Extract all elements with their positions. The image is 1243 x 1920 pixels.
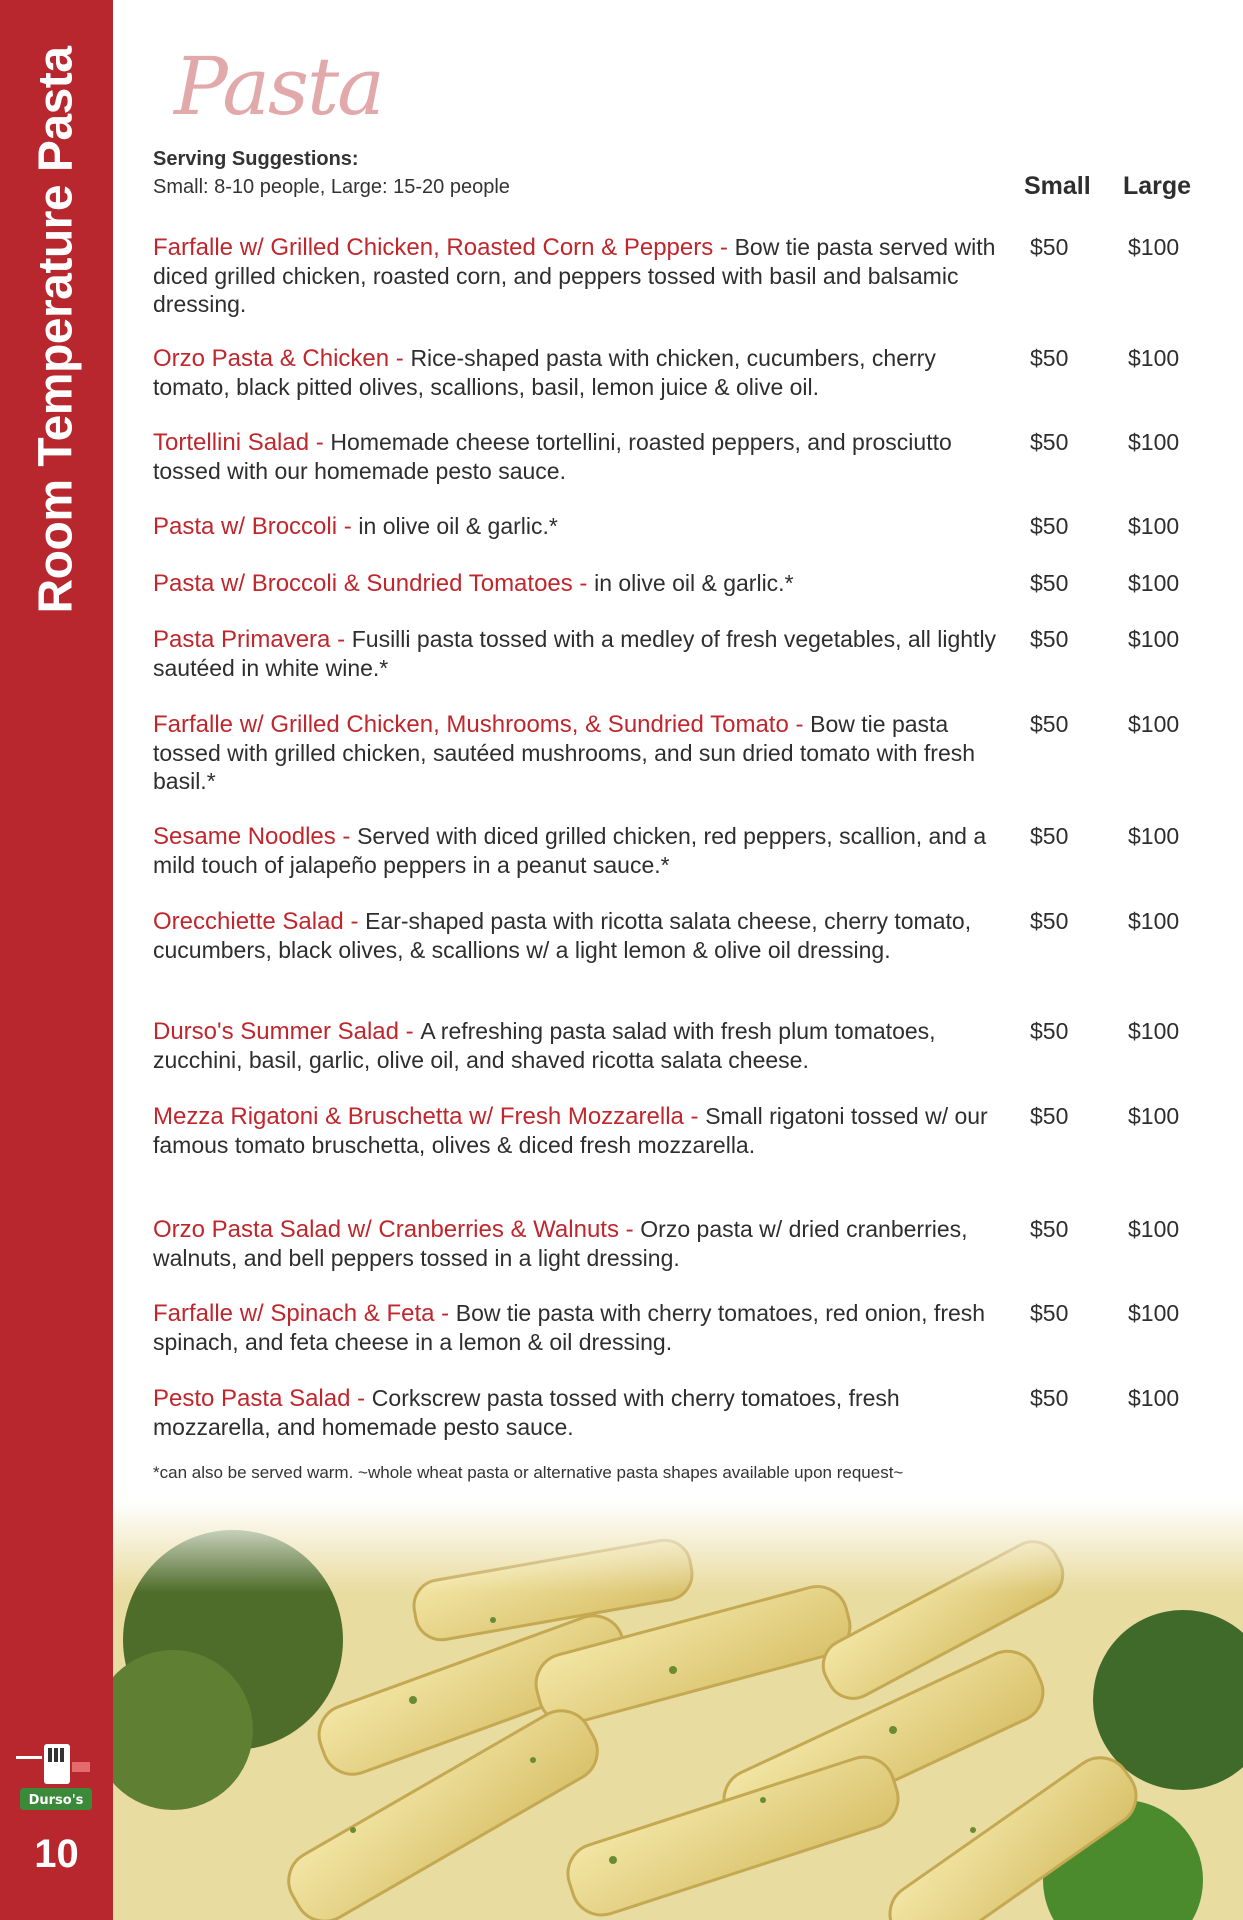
menu-item-name: Orzo Pasta Salad w/ Cranberries & Walnuts - (153, 1216, 641, 1243)
menu-item-description: Bow tie pasta tossed with grilled chicken, sautéed mushrooms, and sun dried tomato with fresh basil.* (153, 711, 976, 794)
price-large: $100 (1128, 1385, 1180, 1411)
price-large: $100 (1128, 626, 1180, 652)
menu-item-text (153, 1215, 999, 1272)
price-large: $100 (1128, 823, 1180, 849)
price-small: $50 (1030, 1300, 1069, 1326)
menu-item (153, 569, 1193, 598)
menu-item-description: Homemade cheese tortellini, roasted peppers, and prosciutto tossed with our homemade pesto sauce. (153, 429, 952, 484)
price-small: $50 (1030, 1216, 1069, 1242)
price-large: $100 (1128, 1018, 1180, 1044)
pasta-photo (113, 1500, 1243, 1920)
sidebar-title: Room Temperature Pasta (29, 46, 83, 614)
menu-item-description: in olive oil & garlic.* (594, 570, 794, 596)
menu-item-text (153, 344, 999, 401)
menu-item-name: Tortellini Salad - (153, 429, 331, 456)
price-large: $100 (1128, 1300, 1180, 1326)
menu-item-text (153, 907, 999, 964)
menu-item-text (153, 1017, 999, 1074)
menu-item-description: in olive oil & garlic.* (358, 513, 558, 539)
menu-item (153, 1384, 1193, 1441)
menu-item (153, 428, 1193, 485)
menu-item-name: Mezza Rigatoni & Bruschetta w/ Fresh Mozzarella - (153, 1103, 706, 1130)
menu-item (153, 1299, 1193, 1356)
menu-item-name: Farfalle w/ Grilled Chicken, Mushrooms, & Sundried Tomato - (153, 711, 811, 738)
menu-item-description: Ear-shaped pasta with ricotta salata cheese, cherry tomato, cucumbers, black olives, & scallions w/ a light lemon & olive oil dressing. (153, 908, 972, 963)
sidebar (0, 0, 113, 1920)
serving-text: Small: 8-10 people, Large: 15-20 people (153, 176, 510, 198)
menu-item-description: Orzo pasta w/ dried cranberries, walnuts, and bell peppers tossed in a light dressing. (153, 1216, 968, 1271)
menu-item-name: Durso's Summer Salad - (153, 1018, 421, 1045)
column-header-large: Large (1123, 172, 1192, 200)
price-large: $100 (1128, 513, 1180, 539)
price-small: $50 (1030, 711, 1069, 737)
price-large: $100 (1128, 429, 1180, 455)
section-title: Pasta (174, 40, 383, 133)
menu-item-text (153, 428, 999, 485)
price-large: $100 (1128, 345, 1180, 371)
menu-item (153, 710, 1193, 795)
menu-item-description: Corkscrew pasta tossed with cherry tomatoes, fresh mozzarella, and homemade pesto sauce. (153, 1385, 900, 1440)
menu-item-name: Orzo Pasta & Chicken - (153, 345, 411, 372)
menu-item-text (153, 569, 999, 598)
menu-item-description: Bow tie pasta served with diced grilled chicken, roasted corn, and peppers tossed with basil and balsamic dressing. (153, 234, 996, 317)
price-large: $100 (1128, 1103, 1180, 1129)
price-small: $50 (1030, 626, 1069, 652)
menu-item-description: Bow tie pasta with cherry tomatoes, red onion, fresh spinach, and feta cheese in a lemon & oil dressing. (153, 1300, 986, 1355)
footnote: *can also be served warm. ~whole wheat pasta or alternative pasta shapes available upon request~ (153, 1463, 904, 1482)
menu-item-text (153, 710, 999, 795)
menu-item (153, 344, 1193, 401)
menu-item-text (153, 512, 999, 541)
price-small: $50 (1030, 345, 1069, 371)
menu-item-text (153, 233, 999, 318)
price-large: $100 (1128, 570, 1180, 596)
menu-item-name: Pasta Primavera - (153, 626, 352, 653)
price-small: $50 (1030, 1103, 1069, 1129)
price-small: $50 (1030, 234, 1069, 260)
price-small: $50 (1030, 1018, 1069, 1044)
menu-item (153, 512, 1193, 541)
price-small: $50 (1030, 1385, 1069, 1411)
menu-item-name: Sesame Noodles - (153, 823, 358, 850)
menu-item-name: Pesto Pasta Salad - (153, 1385, 372, 1412)
menu-item (153, 907, 1193, 964)
menu-item-text (153, 1102, 999, 1159)
page-number: 10 (34, 1832, 79, 1876)
price-large: $100 (1128, 711, 1180, 737)
menu-item-name: Farfalle w/ Grilled Chicken, Roasted Corn & Peppers - (153, 234, 735, 261)
menu-item-text (153, 625, 999, 682)
menu-item (153, 1215, 1193, 1272)
menu-item-description: A refreshing pasta salad with fresh plum tomatoes, zucchini, basil, garlic, olive oil, and shaved ricotta salata cheese. (153, 1018, 936, 1073)
menu-item-text (153, 1299, 999, 1356)
price-small: $50 (1030, 823, 1069, 849)
menu-item-name: Orecchiette Salad - (153, 908, 366, 935)
price-large: $100 (1128, 908, 1180, 934)
price-large: $100 (1128, 1216, 1180, 1242)
menu-item-name: Farfalle w/ Spinach & Feta - (153, 1300, 456, 1327)
price-large: $100 (1128, 234, 1180, 260)
menu-item (153, 1017, 1193, 1074)
price-small: $50 (1030, 513, 1069, 539)
menu-item-description: Served with diced grilled chicken, red peppers, scallion, and a mild touch of jalapeño peppers in a peanut sauce.* (153, 823, 987, 878)
menu-item-text (153, 1384, 999, 1441)
menu-item-name: Pasta w/ Broccoli & Sundried Tomatoes - (153, 570, 595, 597)
menu-item-name: Pasta w/ Broccoli - (153, 513, 359, 540)
price-small: $50 (1030, 429, 1069, 455)
menu-item-description: Rice-shaped pasta with chicken, cucumbers, cherry tomato, black pitted olives, scallions, basil, lemon juice & olive oil. (153, 345, 936, 400)
serving-heading: Serving Suggestions: (153, 148, 359, 170)
menu-item (153, 233, 1193, 318)
menu-item (153, 625, 1193, 682)
menu-item (153, 1102, 1193, 1159)
menu-item-description: Small rigatoni tossed w/ our famous tomato bruschetta, olives & diced fresh mozzarella. (153, 1103, 988, 1158)
durso-logo-icon (14, 1740, 100, 1814)
menu-item (153, 822, 1193, 879)
price-small: $50 (1030, 570, 1069, 596)
menu-item-text (153, 822, 999, 879)
menu-item-description: Fusilli pasta tossed with a medley of fresh vegetables, all lightly sautéed in white wine.* (153, 626, 997, 681)
price-small: $50 (1030, 908, 1069, 934)
logo-text: Durso's (28, 1793, 84, 1808)
column-header-small: Small (1024, 172, 1091, 200)
